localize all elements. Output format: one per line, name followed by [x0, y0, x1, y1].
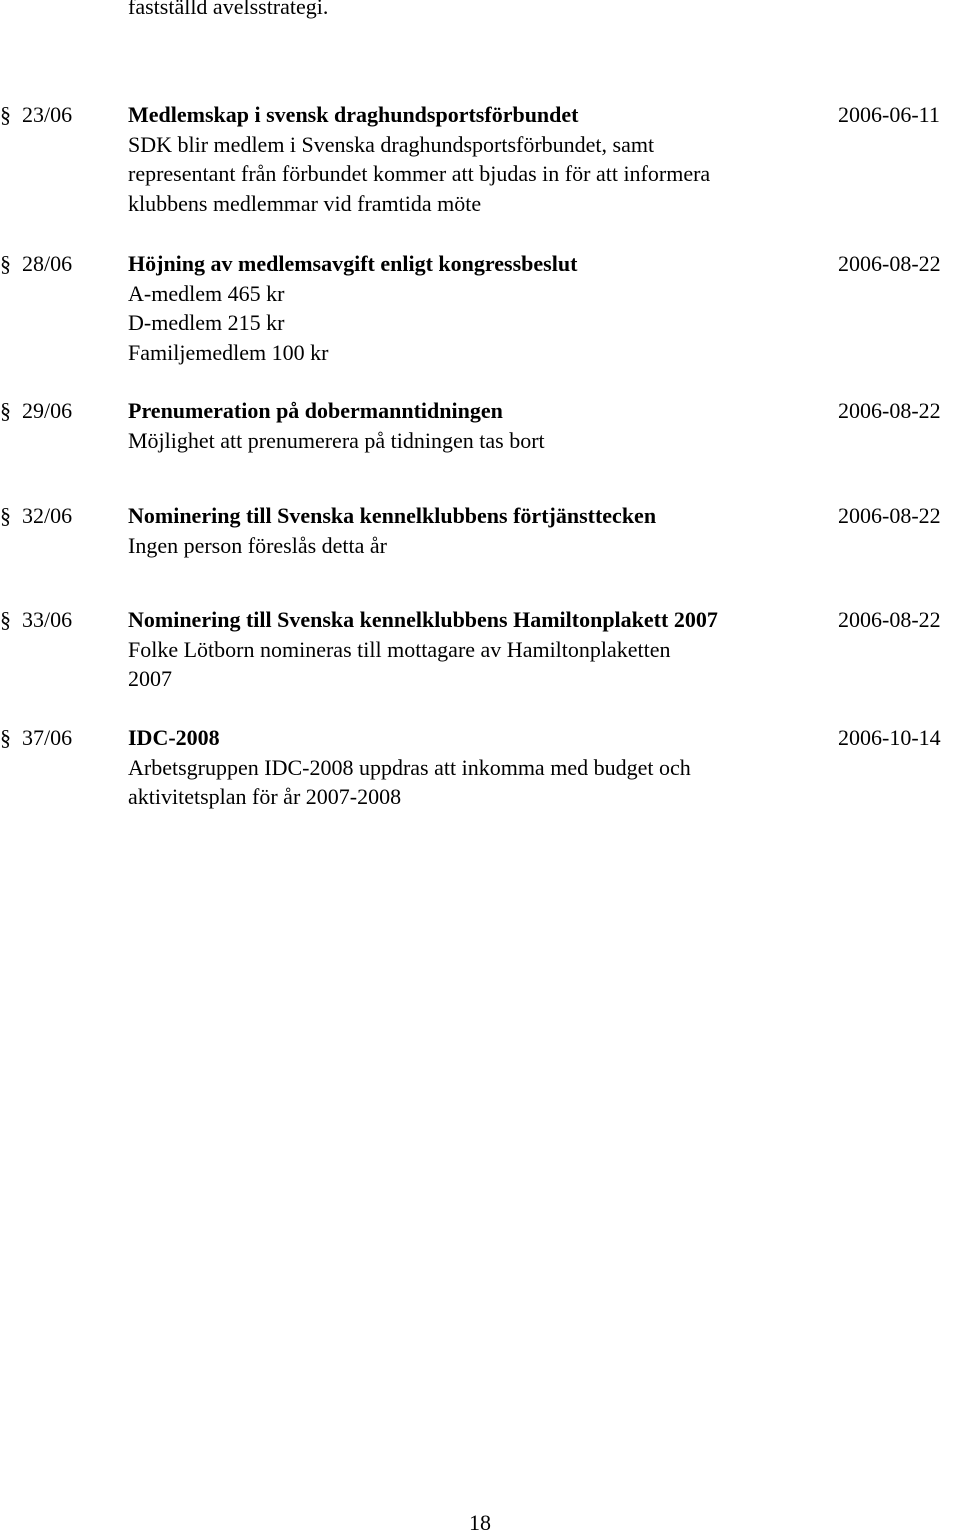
section-marker: § [0, 102, 11, 127]
entry-line: representant från förbundet kommer att bjudas in för att informera [128, 161, 711, 186]
entry-line: Arbetsgruppen IDC-2008 uppdras att inkomma med budget och [128, 754, 691, 780]
entry-number: 29/06 [22, 398, 73, 423]
entry-heading: Medlemskap i svensk draghundsportsförbundet [128, 102, 579, 127]
entry-body [128, 396, 818, 455]
entry-line: Folke Lötborn nomineras till mottagare av Hamiltonplaketten [128, 636, 671, 662]
entry-heading: Prenumeration på dobermanntidningen [128, 398, 503, 423]
entry-number: 28/06 [22, 251, 73, 276]
entry-date: 2006-10-14 [838, 725, 941, 750]
entry-date: 2006-06-11 [838, 102, 940, 127]
entry-heading: Nominering till Svenska kennelklubbens Hamiltonplakett 2007 [128, 607, 718, 632]
entry-date: 2006-08-22 [838, 398, 941, 423]
entry-date: 2006-08-22 [838, 503, 941, 528]
entry-body [128, 605, 818, 694]
section-marker: § [0, 503, 11, 528]
entry-heading: IDC-2008 [128, 725, 220, 750]
entry-line: D-medlem 215 kr [128, 310, 285, 335]
entry-number: 32/06 [22, 503, 73, 528]
entry-date: 2006-08-22 [838, 607, 941, 632]
entry-body [128, 501, 818, 560]
page-number: 18 [469, 1510, 491, 1535]
section-marker: § [0, 725, 11, 750]
entry-body [128, 100, 818, 218]
entry-heading: Höjning av medlemsavgift enligt kongressbeslut [128, 251, 578, 276]
entry-line: 2007 [128, 666, 172, 691]
entry-date: 2006-08-22 [838, 251, 941, 276]
entry-line: Ingen person föreslås detta år [128, 532, 388, 558]
entry-line: aktivitetsplan för år 2007-2008 [128, 784, 402, 809]
entry-line: Möjlighet att prenumerera på tidningen tas bort [128, 427, 545, 453]
entry-number: 37/06 [22, 725, 73, 750]
entry-body [128, 723, 818, 812]
section-marker: § [0, 251, 11, 276]
entry-number: 23/06 [22, 102, 73, 127]
entry-heading: Nominering till Svenska kennelklubbens förtjänsttecken [128, 503, 657, 528]
entry-line: A-medlem 465 kr [128, 280, 285, 306]
entry-line: klubbens medlemmar vid framtida möte [128, 190, 482, 216]
intro-text: fastställd avelsstrategi. [128, 0, 329, 19]
section-marker: § [0, 398, 11, 423]
entry-number: 33/06 [22, 607, 73, 632]
entry-line: Familjemedlem 100 kr [128, 339, 329, 365]
section-marker: § [0, 607, 11, 632]
entry-body [128, 249, 818, 367]
entry-line: SDK blir medlem i Svenska draghundsportsförbundet, samt [128, 131, 655, 157]
